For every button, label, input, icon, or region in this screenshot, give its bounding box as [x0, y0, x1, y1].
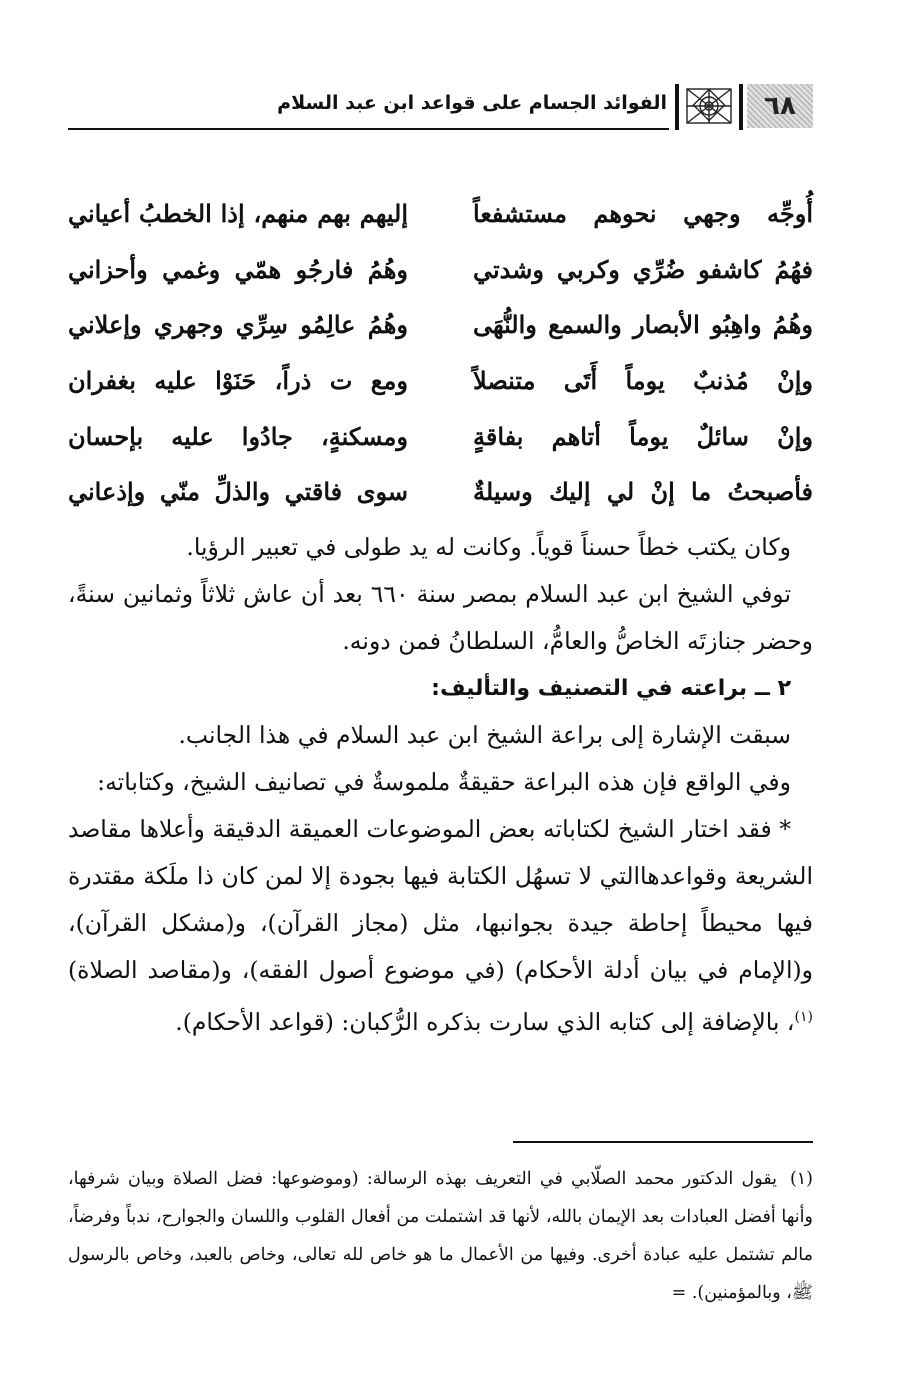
body-paragraph: سبقت الإشارة إلى براعة الشيخ ابن عبد السلام في هذا الجانب. [178, 721, 791, 749]
body-paragraph [68, 806, 813, 1046]
page-header [68, 84, 813, 130]
verse-first-hemistich: فهُمُ كاشفو ضُرِّي وكربي وشدتي [473, 254, 813, 284]
header-divider [739, 84, 743, 130]
ornament-icon [681, 84, 737, 128]
verse-second-hemistich: سوى فاقتي والذلِّ منّي وإذعاني [68, 477, 408, 507]
verse-first-hemistich: وإنْ سائلٌ يوماً أتاهم بفاقةٍ [473, 421, 813, 451]
poem-verse [68, 408, 813, 464]
page-number: ٦٨ [747, 84, 813, 128]
body-text [68, 524, 813, 1046]
header-rule [68, 128, 669, 130]
footnote-reference[interactable]: (١) [794, 1009, 813, 1025]
section-heading: ٢ ــ براعته في التصنيف والتأليف: [431, 676, 791, 701]
footnote-separator [513, 1141, 813, 1143]
poem-verse [68, 353, 813, 409]
verse-first-hemistich: أُوجِّه وجهي نحوهم مستشفعاً [473, 199, 813, 229]
header-divider [675, 84, 679, 130]
poem [68, 186, 813, 520]
poem-verse [68, 464, 813, 520]
poem-verse [68, 242, 813, 298]
poem-verse [68, 186, 813, 242]
body-paragraph: توفي الشيخ ابن عبد السلام بمصر سنة ٦٦٠ بعد أن عاش ثلاثاً وثمانين سنةً، وحضر جنازتَه الخاصُّ والعامُّ، السلطانُ فمن دونه. [68, 580, 813, 655]
footnote-text: يقول الدكتور محمد الصلّابي في التعريف بهذه الرسالة: (وموضوعها: فضل الصلاة وبيان شرفها، وأنها أفضل العبادات بعد الإيمان بالله، لأنها قد اشتملت من أفعال القلوب واللسان والجوارح، ندباً وفرضاً، مالم تشتمل عليه عبادة أخرى. وفيها من الأعمال ما هو خاص لله تعالى، وخاص بالعبد، وخاص بالرسول ﷺ، وبالمؤمنين). = [68, 1169, 813, 1303]
body-paragraph: وفي الواقع فإن هذه البراعة حقيقةٌ ملموسةٌ في تصانيف الشيخ، وكتاباته: [97, 768, 791, 796]
verse-second-hemistich: ومع ت ذراً، حَنَوْا عليه بغفران [68, 366, 408, 396]
verse-first-hemistich: فأصبحتُ ما إنْ لي إليك وسيلةٌ [473, 477, 813, 507]
verse-second-hemistich: إليهم بهم منهم، إذا الخطبُ أعياني [68, 199, 408, 229]
paragraph-text: * فقد اختار الشيخ لكتاباته بعض الموضوعات العميقة الدقيقة وأعلاها مقاصد الشريعة وقواعدهاالتي لا تسهُل الكتابة فيها بجودة إلا لمن كان ذا ملَكة مقتدرة فيها محيطاً إحاطة جيدة بجوانبها، مثل (مجاز القرآن)، و(مشكل القرآن)، و(الإمام في بيان أدلة الأحكام) (في موضوع أصول الفقه)، و(مقاصد الصلاة) [68, 815, 813, 984]
paragraph-text: ، بالإضافة إلى كتابه الذي سارت بذكره الرُّكبان: (قواعد الأحكام). [175, 1007, 795, 1036]
footnote-number: (١) [789, 1169, 813, 1189]
footnote [68, 1160, 813, 1312]
verse-second-hemistich: وهُمُ عالِمُو سِرِّي وجهري وإعلاني [68, 310, 408, 340]
verse-first-hemistich: وهُمُ واهِبُو الأبصار والسمع والنُّهَى [473, 310, 813, 340]
verse-second-hemistich: وهُمُ فارجُو همّي وغمي وأحزاني [68, 254, 408, 284]
verse-first-hemistich: وإنْ مُذنبٌ يوماً أَتَى متنصلاً [473, 366, 813, 396]
body-paragraph: وكان يكتب خطاً حسناً قوياً. وكانت له يد طولى في تعبير الرؤيا. [186, 533, 791, 561]
verse-second-hemistich: ومسكنةٍ، جادُوا عليه بإحسان [68, 421, 408, 451]
footnote-paragraph [68, 1160, 813, 1312]
poem-verse [68, 297, 813, 353]
running-title: الفوائد الجسام على قواعد ابن عبد السلام [277, 92, 667, 114]
